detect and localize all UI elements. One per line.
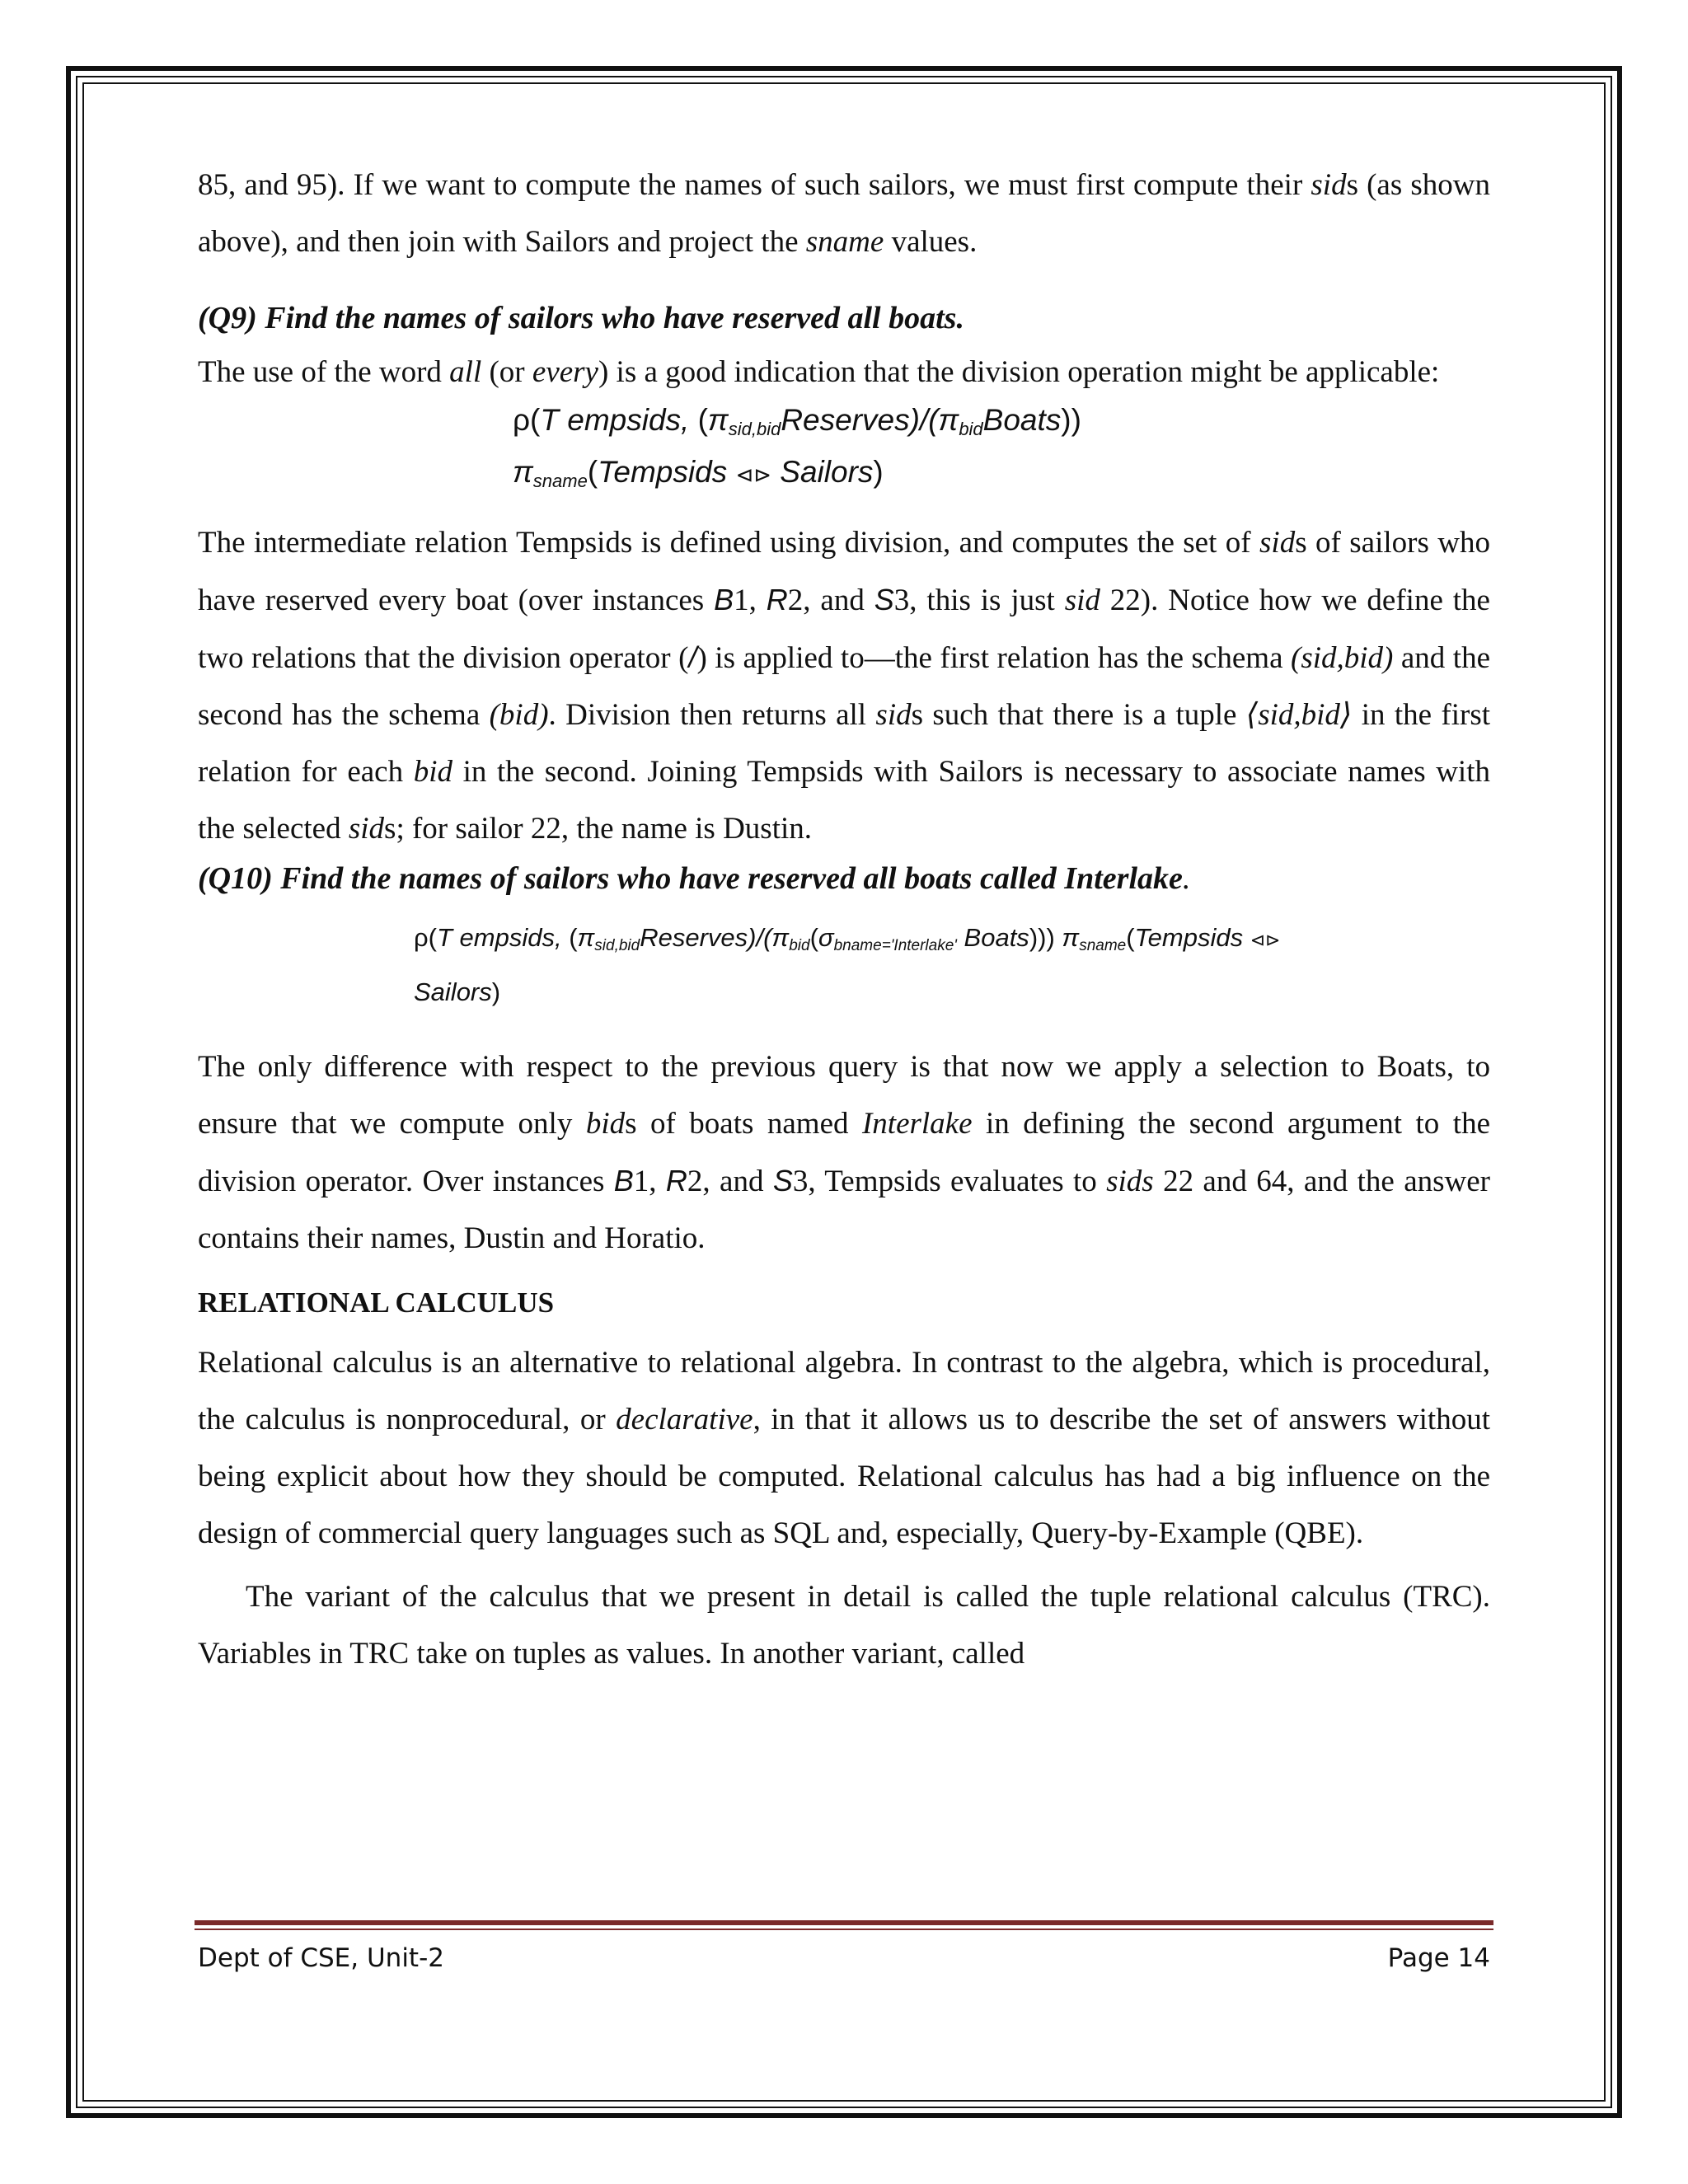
- page-footer: [198, 1943, 1490, 1980]
- footer-rule-thin: [195, 1929, 1493, 1930]
- join-symbol: ⊲⊳: [1250, 930, 1281, 950]
- page-number: Page 14: [1387, 1943, 1490, 1973]
- footer-department: Dept of CSE, Unit-2: [198, 1943, 444, 1973]
- question-q10: (Q10) Find the names of sailors who have reserved all boats called Interlake.: [198, 861, 1191, 896]
- footer-rule: [195, 1920, 1493, 1925]
- paragraph-trc: The variant of the calculus that we present in detail is called the tuple relational calculus (TRC). Variables in TRC take on tuples as values. In another variant, called: [198, 1580, 1490, 1671]
- section-heading: RELATIONAL CALCULUS: [198, 1286, 555, 1319]
- paragraph-q10-explanation: The only difference with respect to the previous query is that now we apply a selection to Boats, to ensure that we compute only bids of boats named Interlake in defining the second argument to the division operator. Over instances B1, R2, and S3, Tempsids evaluates to sids 22 and 64, and the answer contains their names, Dustin and Horatio.: [198, 1050, 1490, 1255]
- page-content: [198, 157, 1490, 1682]
- join-symbol: ⊲⊳: [735, 462, 772, 487]
- paragraph-intro: 85, and 95). If we want to compute the names of such sailors, we must first compute their sids (as shown above), and then join with Sailors and project the sname values.: [198, 168, 1490, 259]
- formula-q9-line2: $\pi_{sname}(Tempsids$ ⊲⊳ Sailors): [513, 455, 884, 491]
- formula-q10: ρ(T empsids, $(\pi_{sid,bid}Reserves)/(\pi_{bid}(\sigma_{bname='Interlake'}$ Boats))) $\pi_{sname}(Tempsids$ ⊲⊳ Sailors): [414, 923, 1281, 1006]
- paragraph-tempsids-explanation: The intermediate relation Tempsids is defined using division, and computes the set of sids of sailors who have reserved every boat (over instances B1, R2, and S3, this is just sid 22). Notice how we define the two relations that the division operator (/) is applied to—the first relation has the schema (sid,bid) and the second has the schema (bid). Division then returns all sids such that there is a tuple ⟨sid,bid⟩ in the first relation for each bid in the second. Joining Tempsids with Sailors is necessary to associate names with the selected sids; for sailor 22, the name is Dustin.: [198, 526, 1491, 846]
- paragraph-relational-calculus: Relational calculus is an alternative to relational algebra. In contrast to the algebra, which is procedural, the calculus is nonprocedural, or declarative, in that it allows us to describe the set of answers without being explicit about how they should be computed. Relational calculus has had a big influence on the design of commercial query languages such as SQL and, especially, Query-by-Example (QBE).: [198, 1346, 1490, 1550]
- formula-q9-line1: ρ(T empsids, $(\pi_{sid,bid}Reserves)/(\pi_{bid}Boats)$): [513, 403, 1081, 439]
- paragraph-division-hint: The use of the word all (or every) is a good indication that the division operation might be applicable:: [198, 355, 1440, 389]
- question-q9: (Q9) Find the names of sailors who have reserved all boats.: [198, 301, 964, 335]
